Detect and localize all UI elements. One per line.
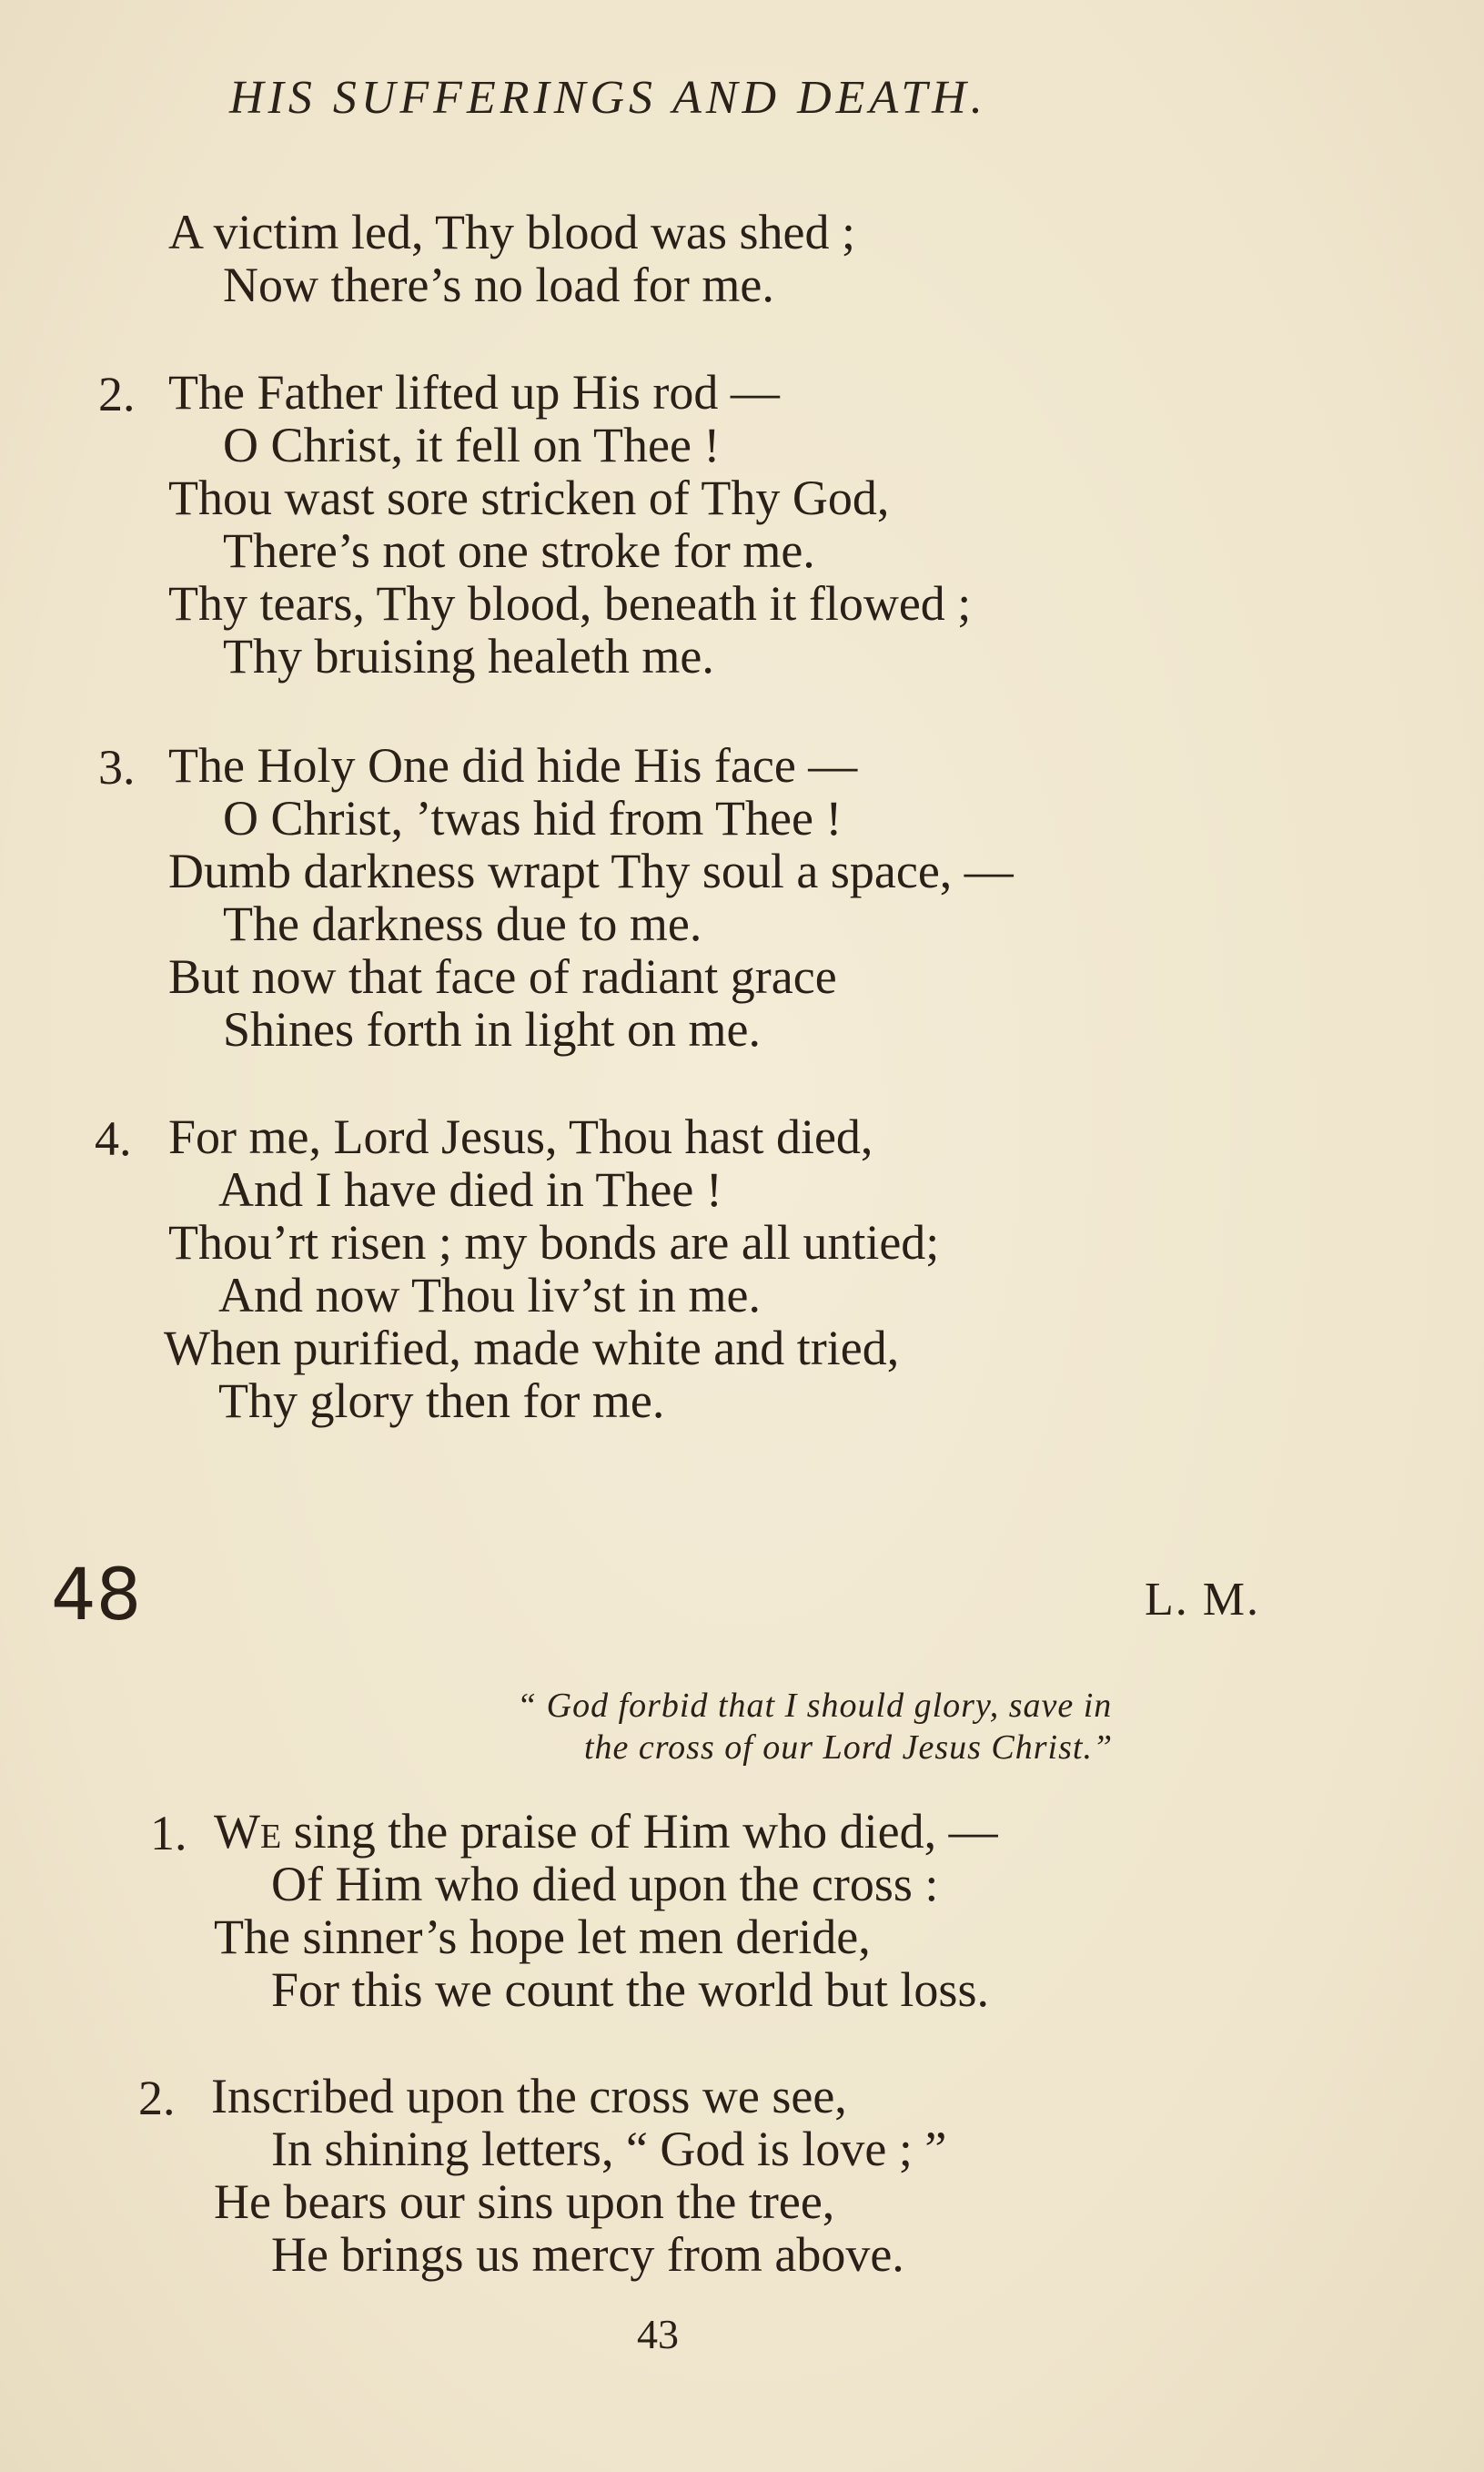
verse-line: But now that face of radiant grace	[168, 949, 837, 1004]
verse-line: Shines forth in light on me.	[223, 1002, 761, 1057]
epigraph-line: “ God forbid that I should glory, save in	[517, 1687, 1113, 1725]
verse-line: The Father lifted up His rod —	[168, 365, 780, 420]
verse-line-rest: sing the praise of Him who died, —	[293, 1804, 998, 1859]
verse-line: The Holy One did hide His face —	[168, 738, 858, 793]
stanza-number: 2.	[138, 2071, 176, 2125]
epigraph-line: the cross of our Lord Jesus Christ.”	[584, 1728, 1114, 1767]
verse-line: He bears our sins upon the tree,	[214, 2174, 835, 2229]
verse-line: And now Thou liv’st in me.	[218, 1268, 762, 1322]
stanza-number: 4.	[95, 1111, 132, 1166]
stanza-number: 3.	[98, 740, 136, 795]
verse-line: And I have died in Thee !	[218, 1162, 722, 1217]
verse-line: For this we count the world but loss.	[271, 1962, 989, 2017]
verse-line: A victim led, Thy blood was shed ;	[168, 205, 855, 259]
hymn-number: 48	[51, 1555, 142, 1636]
verse-first-word: We	[214, 1804, 282, 1859]
verse-line: Dumb darkness wrapt Thy soul a space, —	[168, 844, 1014, 898]
hymn-meter: L. M.	[1145, 1574, 1260, 1626]
verse-line: Thy glory then for me.	[218, 1373, 665, 1428]
verse-line: In shining letters, “ God is love ; ”	[271, 2122, 947, 2176]
verse-line: O Christ, it fell on Thee !	[223, 418, 721, 472]
verse-line: Thou wast sore stricken of Thy God,	[168, 471, 890, 525]
page-number: 43	[637, 2311, 679, 2357]
verse-line: For me, Lord Jesus, Thou hast died,	[168, 1109, 873, 1164]
verse-line: He brings us mercy from above.	[271, 2227, 904, 2282]
verse-line: Now there’s no load for me.	[223, 258, 774, 312]
stanza-number: 2.	[98, 367, 136, 421]
stanza-number: 1.	[150, 1806, 187, 1860]
verse-line: The darkness due to me.	[223, 897, 702, 951]
verse-line: Of Him who died upon the cross :	[271, 1857, 939, 1911]
verse-line: Thy bruising healeth me.	[223, 629, 714, 684]
running-header: HIS SUFFERINGS AND DEATH.	[229, 72, 987, 124]
verse-line: The sinner’s hope let men deride,	[214, 1910, 871, 1964]
verse-line: Thy tears, Thy blood, beneath it flowed ;	[168, 576, 972, 631]
verse-line	[214, 1805, 998, 1858]
verse-line: Thou’rt risen ; my bonds are all untied;	[168, 1215, 940, 1270]
verse-line: Inscribed upon the cross we see,	[211, 2069, 847, 2123]
verse-line: O Christ, ’twas hid from Thee !	[223, 791, 843, 846]
verse-line: There’s not one stroke for me.	[223, 523, 815, 578]
verse-line: When purified, made white and tried,	[164, 1321, 900, 1375]
